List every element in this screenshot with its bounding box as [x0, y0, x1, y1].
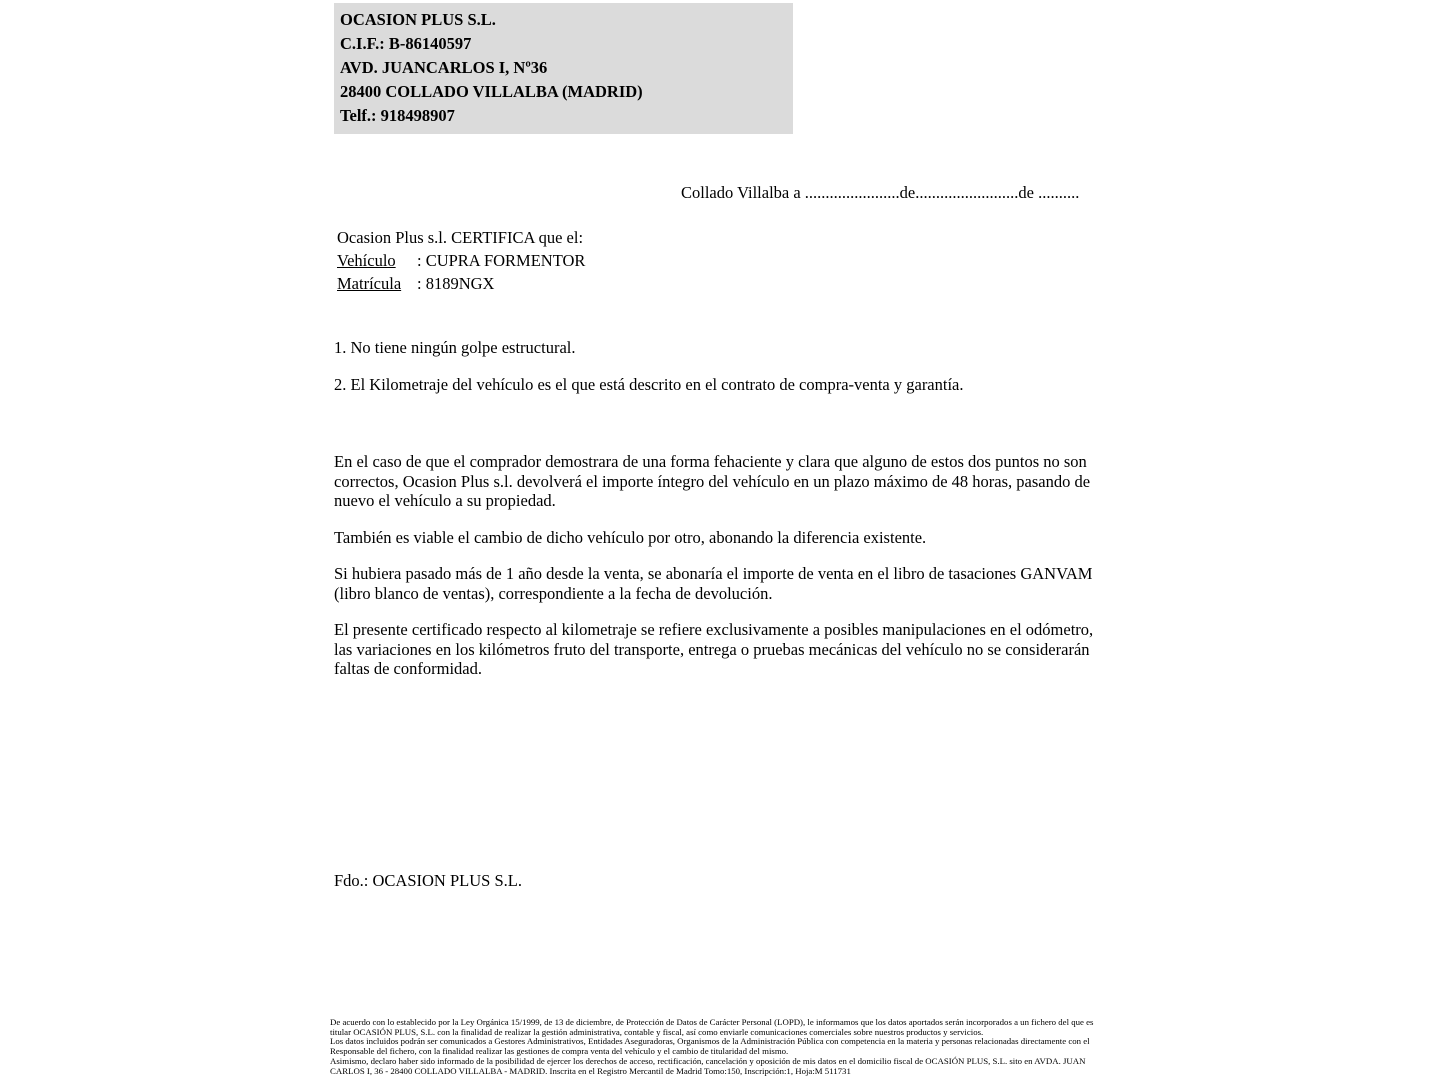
plate-value: : 8189NGX [417, 274, 495, 293]
company-phone: Telf.: 918498907 [340, 106, 455, 125]
vehicle-label: Vehículo [337, 251, 396, 270]
legal-footer-lopd: De acuerdo con lo establecido por la Ley Orgánica 15/1999, de 13 de diciembre, de Protección de Datos de Carácter Personal (LOPD), le informamos que los datos aportados serán incorporados a un fichero del que es titular OCASIÓN PLUS, S.L. con la finalidad de realizar la gestión administrativa, contable y fiscal, así como enviarle comunicaciones comerciales sobre nuestros productos y servicios. [330, 1017, 1094, 1037]
vehicle-label-cell [337, 249, 417, 272]
signature-line: Fdo.: OCASION PLUS S.L. [334, 870, 522, 890]
plate-label-cell [337, 272, 417, 295]
legal-footer-rights: Asimismo, declaro haber sido informado de la posibilidad de ejercer los derechos de acceso, rectificación, cancelación y oposición de mis datos en el domicilio fiscal de OCASIÓN PLUS, S.L. sito en AVDA. JUAN CARLOS I, 36 - 28400 COLLADO VILLALBA - MADRID. Inscrita en el Registro Mercantil de Madrid Tomo:150, Inscripción:1, Hoja:M 511731 [330, 1055, 1086, 1076]
company-address: AVD. JUANCARLOS I, Nº36 [340, 58, 548, 77]
paragraph-exchange: También es viable el cambio de dicho vehículo por otro, abonando la diferencia existente. [334, 527, 927, 547]
company-city: 28400 COLLADO VILLALBA (MADRID) [340, 82, 643, 101]
paragraph-odometer: El presente certificado respecto al kilometraje se refiere exclusivamente a posibles manipulaciones en el odómetro, las variaciones en los kilómetros fruto del transporte, entrega o pruebas mecánicas del vehículo no se considerarán faltas de conformidad. [334, 620, 1094, 678]
certificate-point-1: 1. No tiene ningún golpe estructural. [334, 338, 576, 357]
paragraph-refund: En el caso de que el comprador demostrara de una forma fehaciente y clara que alguno de estos dos puntos no son correctos, Ocasion Plus s.l. devolverá el importe íntegro del vehículo en un plazo máximo de 48 horas, pasando de nuevo el vehículo a su propiedad. [334, 452, 1091, 510]
plate-line [337, 272, 1096, 295]
legal-footer-data-sharing: Los datos incluidos podrán ser comunicados a Gestores Administrativos, Entidades Aseguradoras, Organismos de la Administración Pública con competencia en la materia y personas relacionadas directamente con el Responsable del fichero, con la finalidad realizar las gestiones de compra venta del vehículo y el cambio de titularidad del mismo. [330, 1036, 1090, 1057]
date-line: Collado Villalba a .......................de.........................de .......... [681, 183, 1080, 202]
vehicle-line [337, 249, 1096, 272]
company-cif: C.I.F.: B-86140597 [340, 34, 472, 53]
certifies-intro: Ocasion Plus s.l. CERTIFICA que el: [337, 228, 584, 247]
legal-footer [330, 1018, 1102, 1076]
certificate-point-2: 2. El Kilometraje del vehículo es el que está descrito en el contrato de compra-venta y garantía. [334, 374, 964, 394]
certification-block [334, 226, 1096, 295]
company-name: OCASION PLUS S.L. [340, 10, 496, 29]
plate-label: Matrícula [337, 274, 402, 293]
paragraph-ganvam: Si hubiera pasado más de 1 año desde la venta, se abonaría el importe de venta en el libro de tasaciones GANVAM (libro blanco de ventas), correspondiente a la fecha de devolución. [334, 564, 1093, 603]
vehicle-value: : CUPRA FORMENTOR [417, 251, 586, 270]
document-body [334, 0, 1096, 891]
company-header-box [334, 3, 793, 134]
